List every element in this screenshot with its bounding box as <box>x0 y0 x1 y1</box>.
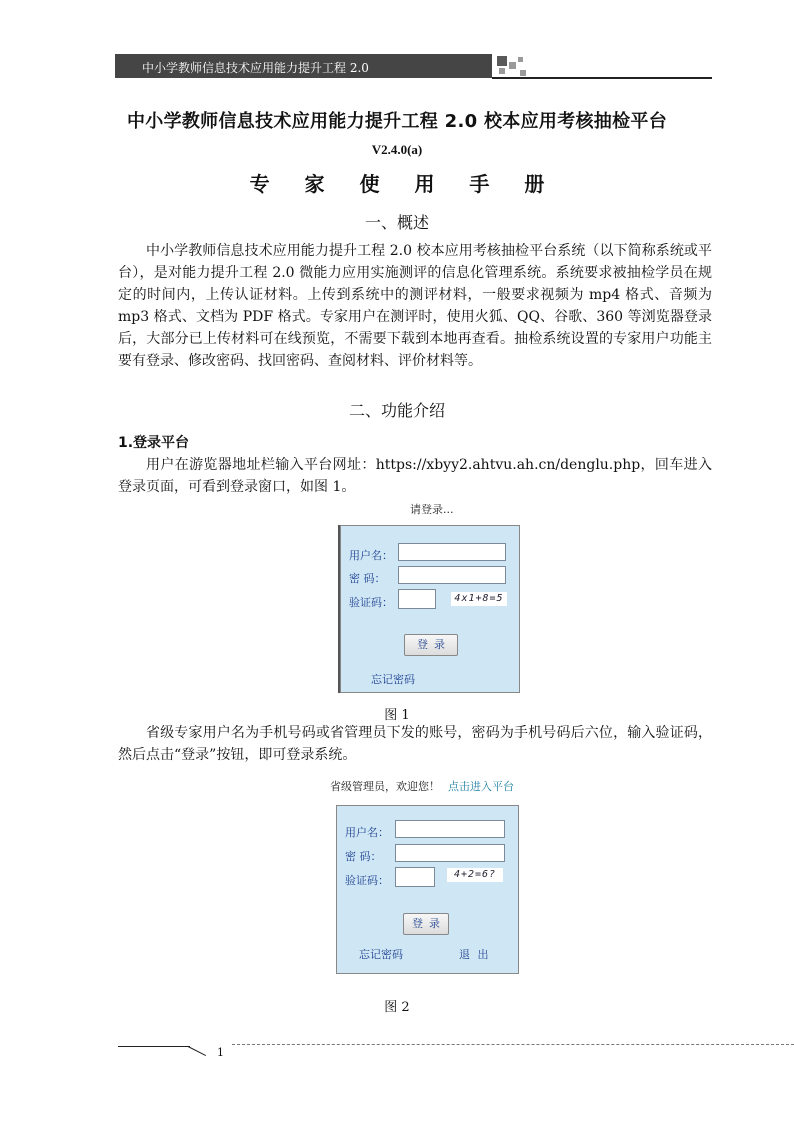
manual-title: 专 家 使 用 手 册 <box>249 172 559 196</box>
section-heading-features: 二、功能介绍 <box>348 401 445 420</box>
captcha-label: 验证码： <box>345 874 389 887</box>
password-label: 密 码： <box>345 850 382 863</box>
footer-dashed-rule <box>232 1044 794 1045</box>
captcha-image: 4x1+8=5 <box>451 592 507 606</box>
login-button[interactable]: 登录 <box>403 913 449 935</box>
figure1-login-panel <box>340 525 520 693</box>
version-label: V2.4.0(a) <box>371 142 423 157</box>
forgot-password-link[interactable]: 忘记密码 <box>359 948 403 961</box>
username-field[interactable] <box>398 543 506 561</box>
header-rule <box>492 77 712 79</box>
login-button[interactable]: 登录 <box>404 634 458 656</box>
credentials-paragraph: 省级专家用户名为手机号码或省管理员下发的账号，密码为手机号码后六位，输入验证码，然后点击“登录”按钮，即可登录系统。 <box>118 725 712 763</box>
header-decoration <box>497 56 507 66</box>
footer-rule-diagonal <box>188 1046 206 1056</box>
login-paragraph: 用户在游览器地址栏输入平台网址：https://xbyy2.ahtvu.ah.cn/denglu.php，回车进入登录页面，可看到登录窗口，如图 1。 <box>118 457 712 495</box>
captcha-field[interactable] <box>395 867 435 887</box>
footer-rule <box>118 1046 190 1047</box>
header-decoration <box>509 62 516 69</box>
username-label: 用户名： <box>349 549 393 562</box>
header-decoration <box>520 70 526 76</box>
enter-platform-link[interactable]: 点击进入平台 <box>448 780 514 793</box>
captcha-label: 验证码： <box>349 596 393 609</box>
greeting-text: 省级管理员，欢迎您！ <box>330 780 440 793</box>
password-field[interactable] <box>398 566 506 584</box>
captcha-image: 4+2=6? <box>447 868 503 882</box>
document-main-title: 中小学教师信息技术应用能力提升工程 2.0 校本应用考核抽检平台 <box>126 111 668 132</box>
subheading-login: 1.登录平台 <box>118 435 190 451</box>
figure1-caption: 图 1 <box>384 708 410 723</box>
username-field[interactable] <box>395 820 505 838</box>
username-label: 用户名： <box>345 826 389 839</box>
figure1-prompt: 请登录... <box>410 503 454 516</box>
page-number: 1 <box>217 1046 224 1059</box>
captcha-field[interactable] <box>398 589 436 609</box>
running-header-title: 中小学教师信息技术应用能力提升工程 2.0 <box>142 61 369 75</box>
overview-paragraph: 中小学教师信息技术应用能力提升工程 2.0 校本应用考核抽检平台系统（以下简称系统或平台），是对能力提升工程 2.0 微能力应用实施测评的信息化管理系统。系统要求被抽检学员在规定的时间内，上传认证材料。上传到系统中的测评材料，一般要求视频为 mp4 格式、音频为 mp3 格式、文档为 PDF 格式。专家用户在测评时，使用火狐、QQ、谷歌、360 等浏览器登录后，大部分已上传材料可在线预览，不需要下载到本地再查看。抽检系统设置的专家用户功能主要有登录、修改密码、找回密码、查阅材料、评价材料等。 <box>118 243 712 369</box>
figure2-caption: 图 2 <box>384 1000 410 1015</box>
password-label: 密 码： <box>349 572 386 585</box>
logout-link[interactable]: 退 出 <box>459 948 491 961</box>
header-decoration <box>518 57 523 62</box>
section-heading-overview: 一、概述 <box>364 213 429 232</box>
password-field[interactable] <box>395 844 505 862</box>
forgot-password-link[interactable]: 忘记密码 <box>371 673 415 686</box>
figure2-greeting-line <box>330 778 514 794</box>
figure2-login-panel <box>336 805 519 974</box>
header-decoration <box>499 68 505 74</box>
